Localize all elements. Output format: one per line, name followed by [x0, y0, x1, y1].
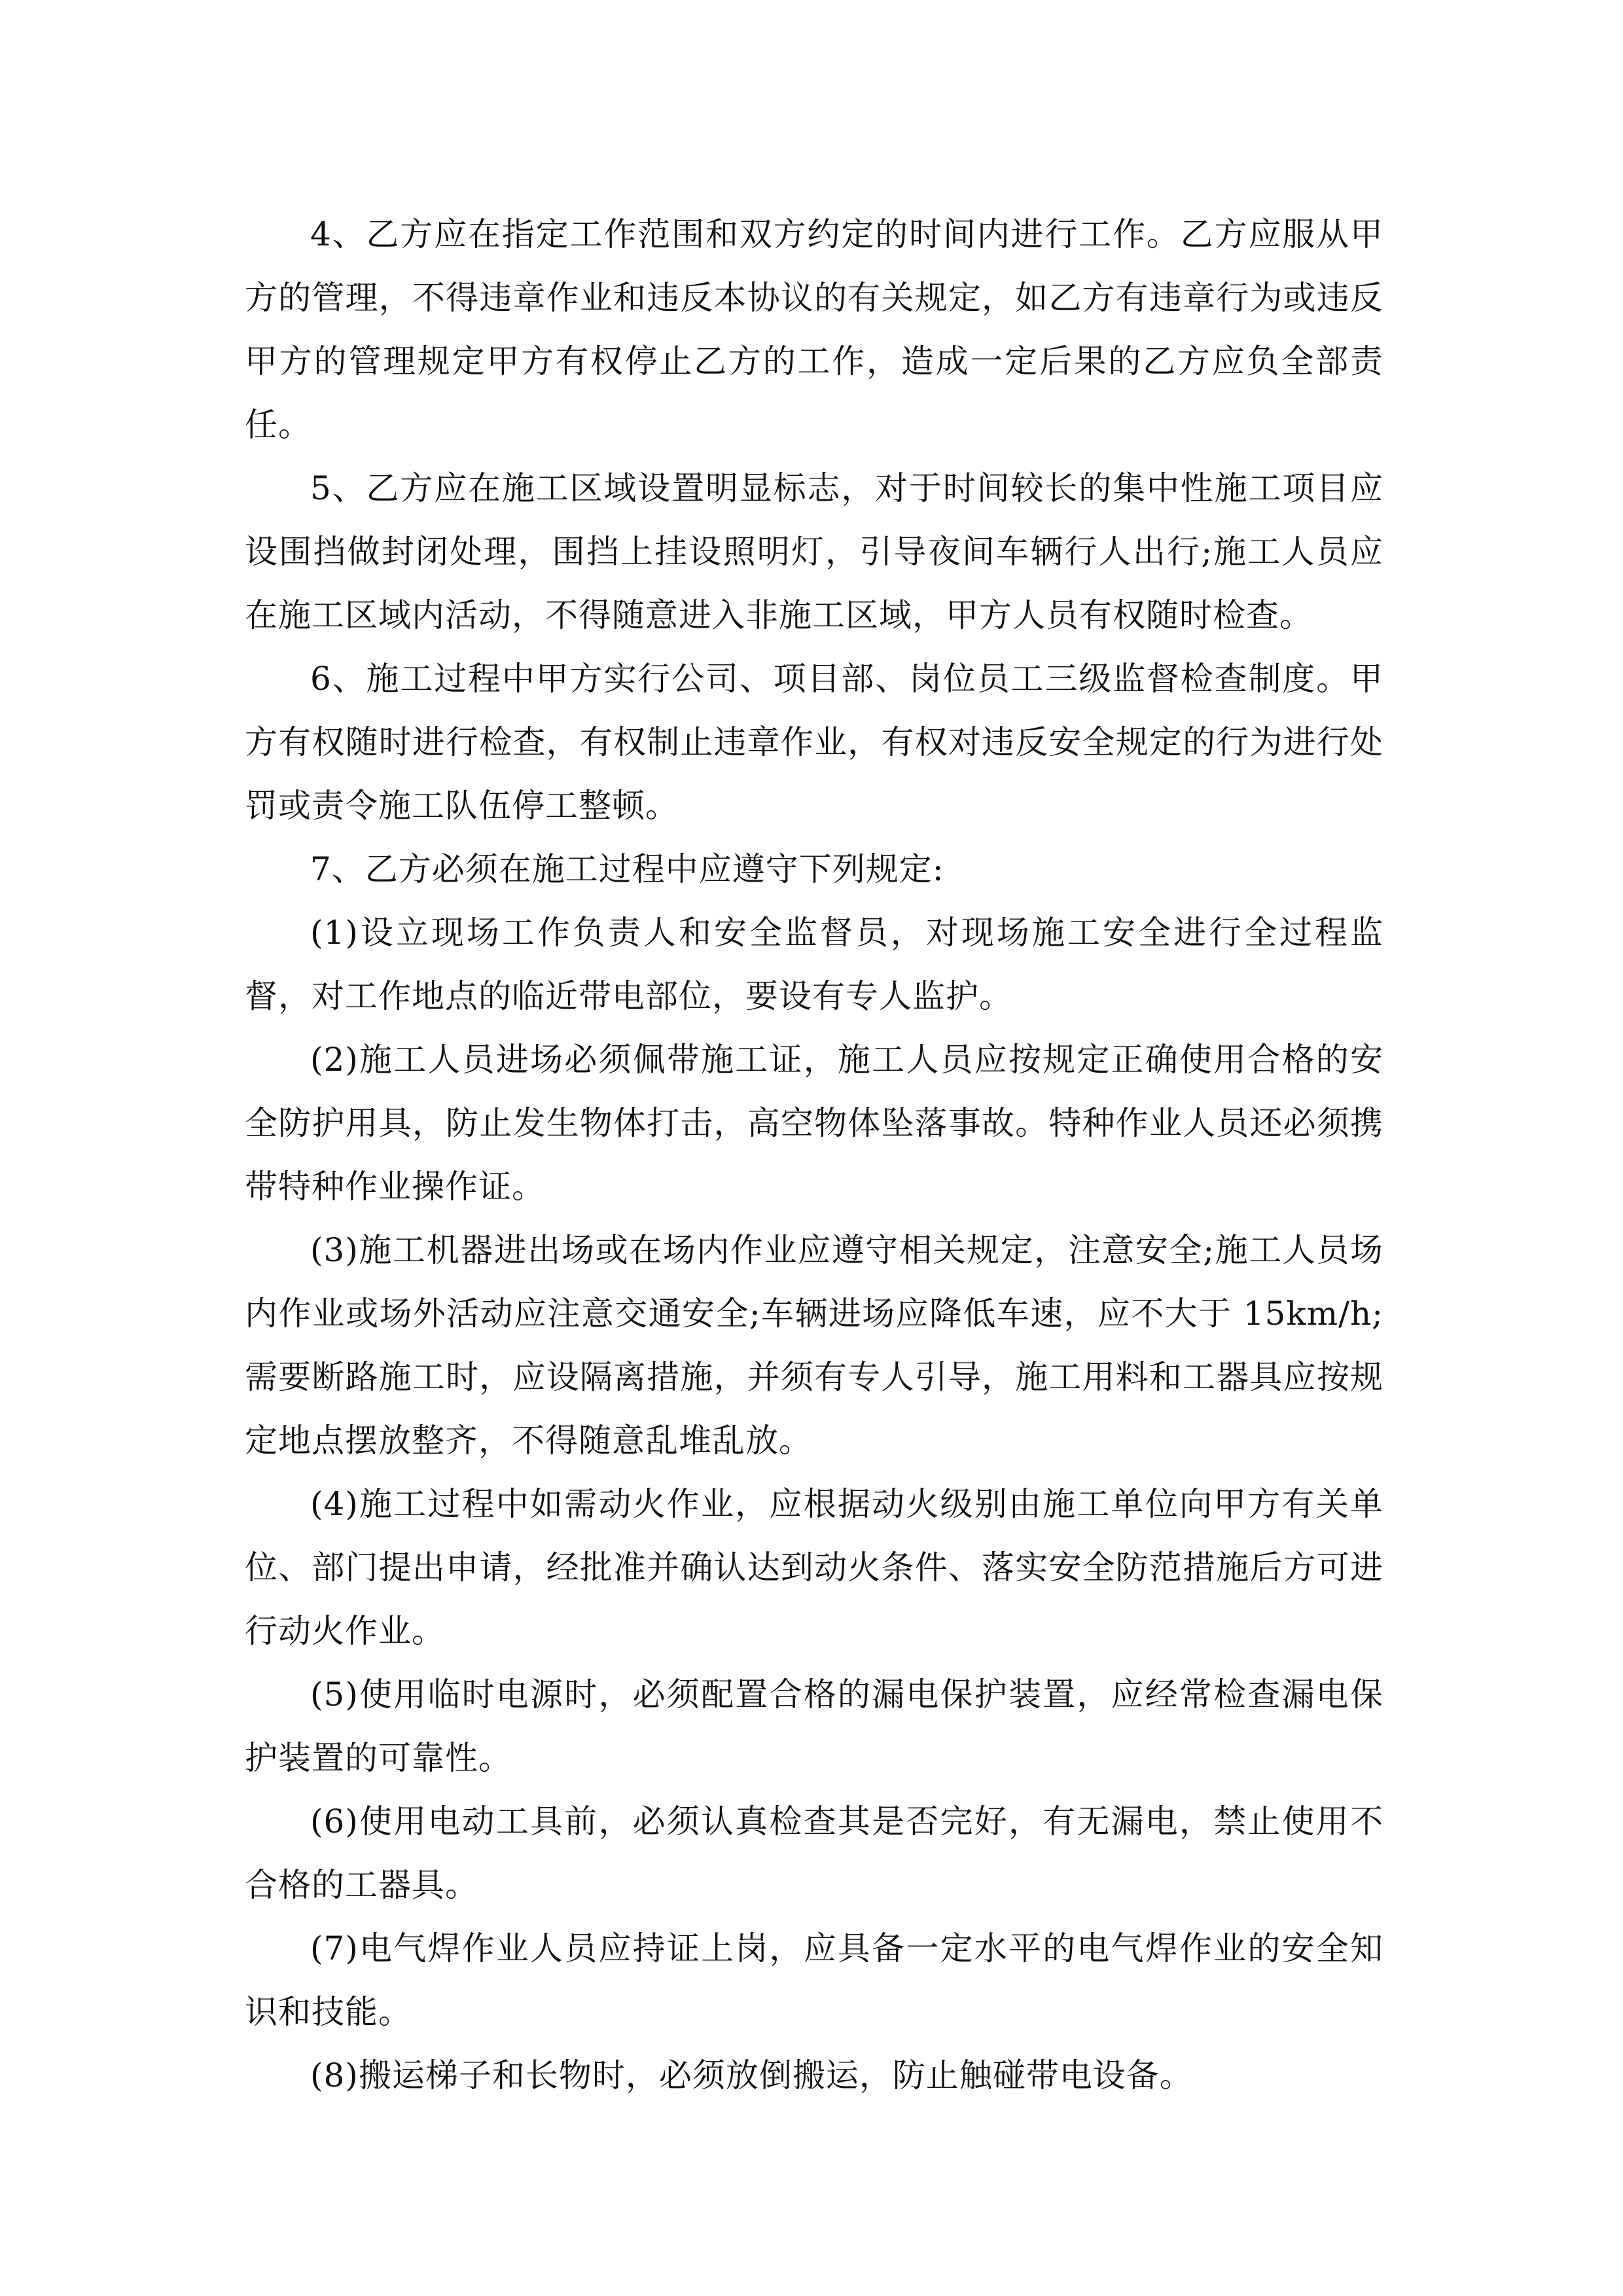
paragraph-item-5: (5)使用临时电源时，必须配置合格的漏电保护装置，应经常检查漏电保护装置的可靠性。 — [245, 1676, 1383, 1777]
paragraph-clause-5: 5、乙方应在施工区域设置明显标志，对于时间较长的集中性施工项目应设围挡做封闭处理，围挡上挂设照明灯，引导夜间车辆行人出行;施工人员应在施工区域内活动，不得随意进入非施工区域，甲方人员有权随时检查。 — [245, 469, 1383, 634]
paragraph-clause-7: 7、乙方必须在施工过程中应遵守下列规定: — [310, 850, 944, 888]
paragraph-item-1: (1)设立现场工作负责人和安全监督员，对现场施工安全进行全过程监督，对工作地点的临近带电部位，要设有专人监护。 — [245, 914, 1383, 1015]
paragraph-item-4: (4)施工过程中如需动火作业，应根据动火级别由施工单位向甲方有关单位、部门提出申请，经批准并确认达到动火条件、落实安全防范措施后方可进行动火作业。 — [245, 1485, 1383, 1650]
paragraph-clause-4: 4、乙方应在指定工作范围和双方约定的时间内进行工作。乙方应服从甲方的管理，不得违章作业和违反本协议的有关规定，如乙方有违章行为或违反甲方的管理规定甲方有权停止乙方的工作，造成一定后果的乙方应负全部责任。 — [245, 215, 1383, 444]
paragraph-item-2: (2)施工人员进场必须佩带施工证，施工人员应按规定正确使用合格的安全防护用具，防止发生物体打击，高空物体坠落事故。特种作业人员还必须携带特种作业操作证。 — [245, 1041, 1383, 1206]
document-body — [245, 203, 1383, 2108]
paragraph-item-3: (3)施工机器进出场或在场内作业应遵守相关规定，注意安全;施工人员场内作业或场外活动应注意交通安全;车辆进场应降低车速，应不大于 15km/h;需要断路施工时，应设隔离措施，并须有专人引导，施工用料和工器具应按规定地点摆放整齐，不得随意乱堆乱放。 — [245, 1231, 1383, 1460]
paragraph-clause-6: 6、施工过程中甲方实行公司、项目部、岗位员工三级监督检查制度。甲方有权随时进行检查，有权制止违章作业，有权对违反安全规定的行为进行处罚或责令施工队伍停工整顿。 — [245, 660, 1383, 825]
paragraph-item-6: (6)使用电动工具前，必须认真检查其是否完好，有无漏电，禁止使用不合格的工器具。 — [245, 1803, 1383, 1904]
paragraph-item-8: (8)搬运梯子和长物时，必须放倒搬运，防止触碰带电设备。 — [310, 2056, 1193, 2094]
paragraph-item-7: (7)电气焊作业人员应持证上岗，应具备一定水平的电气焊作业的安全知识和技能。 — [245, 1929, 1383, 2031]
